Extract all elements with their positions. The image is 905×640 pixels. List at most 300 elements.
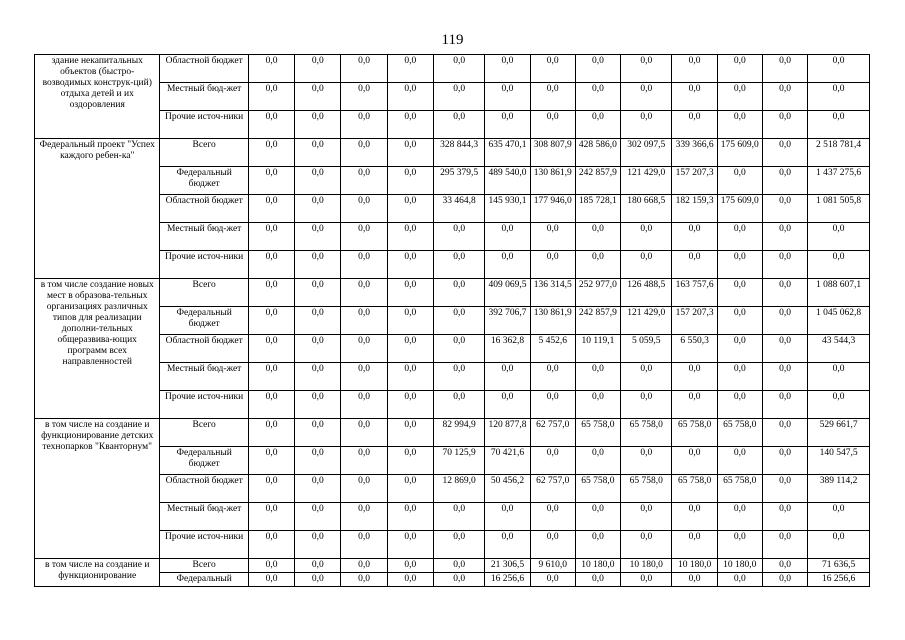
value-cell: 163 757,6 xyxy=(672,279,717,307)
value-cell: 0,0 xyxy=(717,251,762,279)
value-cell: 428 586,0 xyxy=(575,139,620,167)
value-cell: 145 930,1 xyxy=(485,195,530,223)
total-cell: 1 081 505,8 xyxy=(808,195,870,223)
value-cell: 0,0 xyxy=(295,335,341,363)
value-cell: 0,0 xyxy=(341,83,387,111)
value-cell: 10 119,1 xyxy=(575,335,620,363)
value-cell: 182 159,3 xyxy=(672,195,717,223)
budget-table xyxy=(34,54,870,587)
value-cell: 0,0 xyxy=(433,573,484,587)
value-cell: 0,0 xyxy=(762,167,807,195)
value-cell: 0,0 xyxy=(485,503,530,531)
value-cell: 0,0 xyxy=(762,307,807,335)
budget-table-body xyxy=(35,55,870,587)
value-cell: 0,0 xyxy=(530,503,575,531)
value-cell: 0,0 xyxy=(672,447,717,475)
value-cell: 0,0 xyxy=(248,279,294,307)
value-cell: 33 464,8 xyxy=(433,195,484,223)
value-cell: 0,0 xyxy=(295,223,341,251)
value-cell: 65 758,0 xyxy=(575,475,620,503)
value-cell: 0,0 xyxy=(433,251,484,279)
value-cell: 0,0 xyxy=(387,447,433,475)
value-cell: 0,0 xyxy=(295,279,341,307)
value-cell: 62 757,0 xyxy=(530,419,575,447)
value-cell: 302 097,5 xyxy=(621,139,672,167)
value-cell: 0,0 xyxy=(433,391,484,419)
value-cell: 0,0 xyxy=(387,419,433,447)
value-cell: 65 758,0 xyxy=(621,419,672,447)
value-cell: 0,0 xyxy=(762,503,807,531)
value-cell: 0,0 xyxy=(248,335,294,363)
value-cell: 308 807,9 xyxy=(530,139,575,167)
value-cell: 0,0 xyxy=(530,251,575,279)
value-cell: 0,0 xyxy=(485,391,530,419)
value-cell: 120 877,8 xyxy=(485,419,530,447)
total-cell: 140 547,5 xyxy=(808,447,870,475)
total-cell: 1 437 275,6 xyxy=(808,167,870,195)
value-cell: 0,0 xyxy=(672,573,717,587)
value-cell: 0,0 xyxy=(295,251,341,279)
value-cell: 0,0 xyxy=(575,573,620,587)
value-cell: 0,0 xyxy=(341,55,387,83)
funding-source: Федеральный бюджет xyxy=(160,167,248,195)
table-row xyxy=(35,111,870,139)
value-cell: 0,0 xyxy=(485,251,530,279)
value-cell: 10 180,0 xyxy=(621,559,672,573)
value-cell: 0,0 xyxy=(295,111,341,139)
value-cell: 0,0 xyxy=(295,363,341,391)
value-cell: 0,0 xyxy=(433,55,484,83)
value-cell: 0,0 xyxy=(248,503,294,531)
total-cell: 0,0 xyxy=(808,391,870,419)
value-cell: 0,0 xyxy=(387,531,433,559)
funding-source: Прочие источ-ники xyxy=(160,251,248,279)
value-cell: 180 668,5 xyxy=(621,195,672,223)
value-cell: 62 757,0 xyxy=(530,475,575,503)
value-cell: 0,0 xyxy=(248,83,294,111)
value-cell: 0,0 xyxy=(387,83,433,111)
value-cell: 339 366,6 xyxy=(672,139,717,167)
value-cell: 0,0 xyxy=(762,419,807,447)
value-cell: 0,0 xyxy=(672,531,717,559)
value-cell: 635 470,1 xyxy=(485,139,530,167)
value-cell: 0,0 xyxy=(485,55,530,83)
value-cell: 0,0 xyxy=(341,335,387,363)
value-cell: 242 857,9 xyxy=(575,167,620,195)
funding-source: Всего xyxy=(160,279,248,307)
value-cell: 0,0 xyxy=(530,55,575,83)
value-cell: 0,0 xyxy=(341,391,387,419)
value-cell: 0,0 xyxy=(248,55,294,83)
value-cell: 0,0 xyxy=(295,307,341,335)
value-cell: 0,0 xyxy=(575,503,620,531)
funding-source: Областной бюджет xyxy=(160,55,248,83)
value-cell: 0,0 xyxy=(341,419,387,447)
value-cell: 0,0 xyxy=(341,223,387,251)
value-cell: 0,0 xyxy=(762,195,807,223)
value-cell: 328 844,3 xyxy=(433,139,484,167)
value-cell: 0,0 xyxy=(575,111,620,139)
table-row xyxy=(35,195,870,223)
table-row xyxy=(35,503,870,531)
value-cell: 0,0 xyxy=(295,447,341,475)
value-cell: 0,0 xyxy=(433,307,484,335)
value-cell: 5 059,5 xyxy=(621,335,672,363)
total-cell: 0,0 xyxy=(808,363,870,391)
total-cell: 529 661,7 xyxy=(808,419,870,447)
value-cell: 136 314,5 xyxy=(530,279,575,307)
value-cell: 130 861,9 xyxy=(530,167,575,195)
value-cell: 0,0 xyxy=(433,531,484,559)
table-row xyxy=(35,307,870,335)
value-cell: 0,0 xyxy=(248,111,294,139)
value-cell: 0,0 xyxy=(387,573,433,587)
value-cell: 0,0 xyxy=(341,307,387,335)
value-cell: 0,0 xyxy=(433,279,484,307)
funding-source: Всего xyxy=(160,139,248,167)
value-cell: 0,0 xyxy=(717,279,762,307)
funding-source: Федеральный бюджет xyxy=(160,447,248,475)
value-cell: 0,0 xyxy=(717,307,762,335)
value-cell: 0,0 xyxy=(248,251,294,279)
value-cell: 0,0 xyxy=(433,83,484,111)
value-cell: 0,0 xyxy=(530,531,575,559)
value-cell: 0,0 xyxy=(341,251,387,279)
total-cell: 0,0 xyxy=(808,531,870,559)
total-cell: 2 518 781,4 xyxy=(808,139,870,167)
value-cell: 0,0 xyxy=(341,531,387,559)
table-row xyxy=(35,391,870,419)
value-cell: 0,0 xyxy=(575,363,620,391)
value-cell: 409 069,5 xyxy=(485,279,530,307)
value-cell: 0,0 xyxy=(621,363,672,391)
value-cell: 12 869,0 xyxy=(433,475,484,503)
value-cell: 0,0 xyxy=(295,391,341,419)
program-name: в том числе создание новых мест в образова-тельных организациях различных типов для реализации дополни-тельных общеразвива-ющих программ всех направленностей xyxy=(35,279,160,419)
table-row xyxy=(35,531,870,559)
value-cell: 0,0 xyxy=(672,503,717,531)
value-cell: 0,0 xyxy=(530,83,575,111)
value-cell: 0,0 xyxy=(387,307,433,335)
value-cell: 0,0 xyxy=(248,195,294,223)
value-cell: 0,0 xyxy=(762,391,807,419)
total-cell: 71 636,5 xyxy=(808,559,870,573)
value-cell: 0,0 xyxy=(717,447,762,475)
value-cell: 175 609,0 xyxy=(717,195,762,223)
value-cell: 65 758,0 xyxy=(575,419,620,447)
value-cell: 0,0 xyxy=(341,139,387,167)
value-cell: 0,0 xyxy=(762,531,807,559)
funding-source: Прочие источ-ники xyxy=(160,391,248,419)
value-cell: 6 550,3 xyxy=(672,335,717,363)
table-row xyxy=(35,279,870,307)
value-cell: 0,0 xyxy=(387,335,433,363)
value-cell: 0,0 xyxy=(621,391,672,419)
value-cell: 0,0 xyxy=(248,139,294,167)
funding-source: Всего xyxy=(160,419,248,447)
value-cell: 0,0 xyxy=(672,55,717,83)
value-cell: 0,0 xyxy=(248,475,294,503)
value-cell: 0,0 xyxy=(762,363,807,391)
value-cell: 0,0 xyxy=(248,167,294,195)
total-cell: 0,0 xyxy=(808,83,870,111)
funding-source: Областной бюджет xyxy=(160,195,248,223)
value-cell: 0,0 xyxy=(341,559,387,573)
value-cell: 0,0 xyxy=(295,195,341,223)
value-cell: 0,0 xyxy=(530,363,575,391)
value-cell: 0,0 xyxy=(387,223,433,251)
value-cell: 0,0 xyxy=(717,83,762,111)
value-cell: 0,0 xyxy=(341,111,387,139)
value-cell: 0,0 xyxy=(387,363,433,391)
value-cell: 0,0 xyxy=(575,447,620,475)
value-cell: 0,0 xyxy=(621,447,672,475)
value-cell: 0,0 xyxy=(295,573,341,587)
table-row xyxy=(35,139,870,167)
value-cell: 126 488,5 xyxy=(621,279,672,307)
value-cell: 0,0 xyxy=(433,223,484,251)
value-cell: 0,0 xyxy=(717,55,762,83)
value-cell: 0,0 xyxy=(295,503,341,531)
value-cell: 0,0 xyxy=(575,391,620,419)
value-cell: 252 977,0 xyxy=(575,279,620,307)
table-row xyxy=(35,251,870,279)
funding-source: Местный бюд-жет xyxy=(160,223,248,251)
table-row xyxy=(35,559,870,573)
value-cell: 0,0 xyxy=(433,559,484,573)
table-row xyxy=(35,83,870,111)
value-cell: 9 610,0 xyxy=(530,559,575,573)
value-cell: 0,0 xyxy=(672,251,717,279)
total-cell: 0,0 xyxy=(808,503,870,531)
value-cell: 0,0 xyxy=(248,363,294,391)
program-name: Федеральный проект "Успех каждого ребен-ка" xyxy=(35,139,160,279)
value-cell: 0,0 xyxy=(485,363,530,391)
program-name: в том числе на создание и функционирование xyxy=(35,559,160,587)
value-cell: 0,0 xyxy=(717,531,762,559)
table-row xyxy=(35,223,870,251)
value-cell: 0,0 xyxy=(295,55,341,83)
value-cell: 177 946,0 xyxy=(530,195,575,223)
value-cell: 0,0 xyxy=(621,573,672,587)
funding-source: Местный бюд-жет xyxy=(160,83,248,111)
value-cell: 82 994,9 xyxy=(433,419,484,447)
value-cell: 10 180,0 xyxy=(717,559,762,573)
value-cell: 10 180,0 xyxy=(575,559,620,573)
value-cell: 0,0 xyxy=(433,503,484,531)
table-row xyxy=(35,419,870,447)
value-cell: 0,0 xyxy=(621,503,672,531)
value-cell: 0,0 xyxy=(341,363,387,391)
value-cell: 0,0 xyxy=(485,531,530,559)
value-cell: 16 362,8 xyxy=(485,335,530,363)
value-cell: 0,0 xyxy=(672,111,717,139)
value-cell: 242 857,9 xyxy=(575,307,620,335)
value-cell: 0,0 xyxy=(295,139,341,167)
total-cell: 16 256,6 xyxy=(808,573,870,587)
value-cell: 0,0 xyxy=(762,83,807,111)
value-cell: 0,0 xyxy=(248,573,294,587)
total-cell: 1 088 607,1 xyxy=(808,279,870,307)
value-cell: 0,0 xyxy=(717,223,762,251)
value-cell: 0,0 xyxy=(717,111,762,139)
funding-source: Областной бюджет xyxy=(160,475,248,503)
program-name: здание некапитальных объектов (быстро-возводимых конструк-ций) отдыха детей и их оздоровления xyxy=(35,55,160,139)
value-cell: 0,0 xyxy=(621,531,672,559)
value-cell: 0,0 xyxy=(387,251,433,279)
value-cell: 0,0 xyxy=(433,363,484,391)
value-cell: 0,0 xyxy=(295,475,341,503)
value-cell: 0,0 xyxy=(387,559,433,573)
value-cell: 0,0 xyxy=(295,531,341,559)
value-cell: 0,0 xyxy=(530,111,575,139)
value-cell: 175 609,0 xyxy=(717,139,762,167)
table-row xyxy=(35,363,870,391)
value-cell: 0,0 xyxy=(762,475,807,503)
value-cell: 185 728,1 xyxy=(575,195,620,223)
value-cell: 0,0 xyxy=(387,167,433,195)
value-cell: 0,0 xyxy=(621,251,672,279)
value-cell: 0,0 xyxy=(295,419,341,447)
value-cell: 0,0 xyxy=(387,195,433,223)
value-cell: 0,0 xyxy=(341,475,387,503)
table-row xyxy=(35,55,870,83)
value-cell: 16 256,6 xyxy=(485,573,530,587)
value-cell: 0,0 xyxy=(717,391,762,419)
total-cell: 1 045 062,8 xyxy=(808,307,870,335)
value-cell: 10 180,0 xyxy=(672,559,717,573)
table-row xyxy=(35,167,870,195)
value-cell: 65 758,0 xyxy=(717,475,762,503)
value-cell: 0,0 xyxy=(762,573,807,587)
value-cell: 0,0 xyxy=(575,83,620,111)
value-cell: 0,0 xyxy=(433,335,484,363)
value-cell: 0,0 xyxy=(341,279,387,307)
total-cell: 0,0 xyxy=(808,223,870,251)
table-row xyxy=(35,573,870,587)
value-cell: 0,0 xyxy=(387,391,433,419)
value-cell: 0,0 xyxy=(530,223,575,251)
value-cell: 0,0 xyxy=(717,573,762,587)
value-cell: 0,0 xyxy=(762,279,807,307)
value-cell: 0,0 xyxy=(485,223,530,251)
value-cell: 0,0 xyxy=(387,279,433,307)
value-cell: 0,0 xyxy=(621,111,672,139)
value-cell: 0,0 xyxy=(672,223,717,251)
value-cell: 0,0 xyxy=(762,335,807,363)
value-cell: 0,0 xyxy=(387,503,433,531)
value-cell: 0,0 xyxy=(762,251,807,279)
value-cell: 0,0 xyxy=(717,335,762,363)
table-row xyxy=(35,475,870,503)
value-cell: 0,0 xyxy=(387,111,433,139)
value-cell: 295 379,5 xyxy=(433,167,484,195)
value-cell: 21 306,5 xyxy=(485,559,530,573)
page-number: 119 xyxy=(441,32,464,48)
value-cell: 65 758,0 xyxy=(717,419,762,447)
value-cell: 0,0 xyxy=(248,531,294,559)
value-cell: 0,0 xyxy=(485,111,530,139)
value-cell: 0,0 xyxy=(295,559,341,573)
value-cell: 0,0 xyxy=(621,223,672,251)
value-cell: 0,0 xyxy=(530,573,575,587)
value-cell: 392 706,7 xyxy=(485,307,530,335)
value-cell: 0,0 xyxy=(575,55,620,83)
value-cell: 70 421,6 xyxy=(485,447,530,475)
value-cell: 0,0 xyxy=(248,447,294,475)
value-cell: 0,0 xyxy=(248,391,294,419)
table-row xyxy=(35,447,870,475)
total-cell: 389 114,2 xyxy=(808,475,870,503)
value-cell: 0,0 xyxy=(433,111,484,139)
value-cell: 0,0 xyxy=(672,391,717,419)
value-cell: 0,0 xyxy=(387,139,433,167)
value-cell: 70 125,9 xyxy=(433,447,484,475)
value-cell: 0,0 xyxy=(762,139,807,167)
value-cell: 0,0 xyxy=(248,419,294,447)
value-cell: 0,0 xyxy=(248,559,294,573)
funding-source: Всего xyxy=(160,559,248,573)
value-cell: 0,0 xyxy=(341,167,387,195)
total-cell: 43 544,3 xyxy=(808,335,870,363)
value-cell: 0,0 xyxy=(295,167,341,195)
value-cell: 157 207,3 xyxy=(672,307,717,335)
value-cell: 0,0 xyxy=(621,55,672,83)
value-cell: 0,0 xyxy=(387,475,433,503)
funding-source: Областной бюджет xyxy=(160,335,248,363)
value-cell: 0,0 xyxy=(762,111,807,139)
total-cell: 0,0 xyxy=(808,251,870,279)
value-cell: 489 540,0 xyxy=(485,167,530,195)
value-cell: 0,0 xyxy=(762,223,807,251)
value-cell: 0,0 xyxy=(762,559,807,573)
value-cell: 0,0 xyxy=(762,447,807,475)
value-cell: 0,0 xyxy=(530,447,575,475)
value-cell: 0,0 xyxy=(485,83,530,111)
funding-source: Федеральный xyxy=(160,573,248,587)
value-cell: 0,0 xyxy=(621,83,672,111)
value-cell: 0,0 xyxy=(672,363,717,391)
value-cell: 0,0 xyxy=(575,531,620,559)
funding-source: Прочие источ-ники xyxy=(160,531,248,559)
value-cell: 65 758,0 xyxy=(672,475,717,503)
value-cell: 0,0 xyxy=(672,83,717,111)
value-cell: 0,0 xyxy=(248,223,294,251)
value-cell: 130 861,9 xyxy=(530,307,575,335)
value-cell: 0,0 xyxy=(295,83,341,111)
funding-source: Местный бюд-жет xyxy=(160,363,248,391)
value-cell: 0,0 xyxy=(530,391,575,419)
funding-source: Федеральный бюджет xyxy=(160,307,248,335)
value-cell: 0,0 xyxy=(341,503,387,531)
value-cell: 0,0 xyxy=(387,55,433,83)
value-cell: 5 452,6 xyxy=(530,335,575,363)
value-cell: 0,0 xyxy=(717,503,762,531)
value-cell: 157 207,3 xyxy=(672,167,717,195)
value-cell: 0,0 xyxy=(248,307,294,335)
total-cell: 0,0 xyxy=(808,55,870,83)
value-cell: 0,0 xyxy=(575,251,620,279)
value-cell: 50 456,2 xyxy=(485,475,530,503)
value-cell: 0,0 xyxy=(717,363,762,391)
value-cell: 0,0 xyxy=(341,447,387,475)
funding-source: Прочие источ-ники xyxy=(160,111,248,139)
value-cell: 121 429,0 xyxy=(621,307,672,335)
program-name: в том числе на создание и функционирование детских технопарков "Кванторнум" xyxy=(35,419,160,559)
value-cell: 0,0 xyxy=(341,195,387,223)
value-cell: 0,0 xyxy=(762,55,807,83)
funding-source: Местный бюд-жет xyxy=(160,503,248,531)
